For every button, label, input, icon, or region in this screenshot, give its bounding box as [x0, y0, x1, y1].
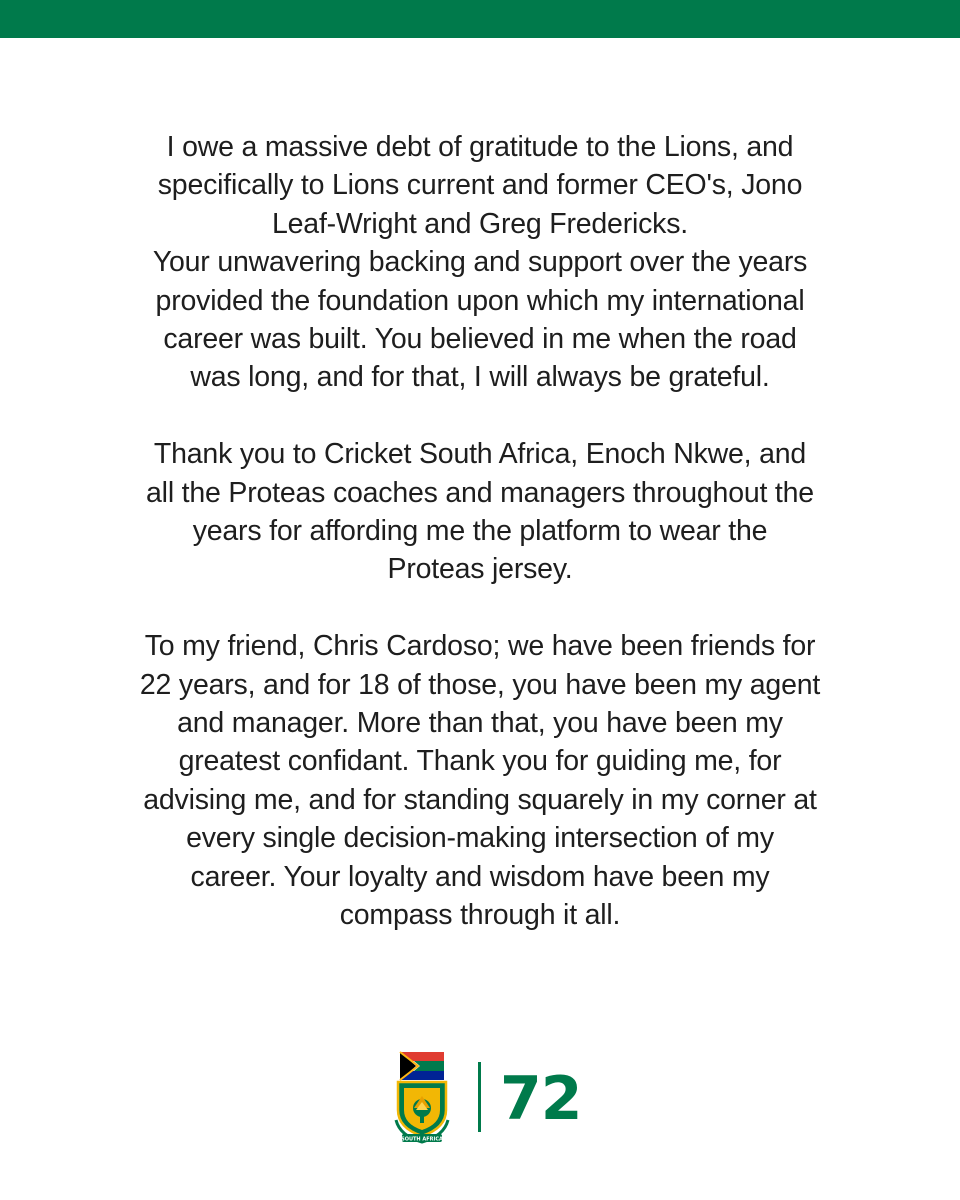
- text-line: provided the foundation upon which my international: [155, 284, 805, 317]
- text-line: Your unwavering backing and support over the years: [152, 246, 808, 279]
- text-line: all the Proteas coaches and managers throughout the: [146, 476, 814, 509]
- paragraph-agent: [90, 627, 870, 934]
- text-line: specifically to Lions current and former CEO's, Jono: [157, 169, 803, 202]
- letter-text: [90, 128, 870, 935]
- south-africa-cricket-crest-icon: [390, 1050, 454, 1146]
- text-line: career was built. You believed in me when the road: [163, 323, 797, 356]
- text-line: Thank you to Cricket South Africa, Enoch Nkwe, and: [153, 438, 807, 471]
- text-line: and manager. More than that, you have been my: [177, 707, 783, 740]
- footer-divider: [478, 1062, 481, 1132]
- footer-branding: [0, 1050, 960, 1150]
- top-accent-bar: [0, 0, 960, 38]
- text-line: To my friend, Chris Cardoso; we have been friends for: [144, 630, 816, 663]
- text-line: every single decision-making intersection of my: [186, 822, 774, 855]
- text-line: Proteas jersey.: [387, 553, 573, 586]
- cap-number: 72: [500, 1064, 582, 1134]
- text-line: compass through it all.: [339, 899, 621, 932]
- text-line: years for affording me the platform to wear the: [192, 515, 768, 548]
- text-line: I owe a massive debt of gratitude to the Lions, and: [166, 131, 794, 163]
- paragraph-lions: [90, 128, 870, 397]
- text-line: greatest confidant. Thank you for guiding me, for: [178, 745, 782, 778]
- text-line: career. Your loyalty and wisdom have been my: [190, 860, 770, 893]
- text-line: 22 years, and for 18 of those, you have been my agent: [139, 668, 821, 701]
- paragraph-csa: [90, 435, 870, 589]
- text-line: advising me, and for standing squarely in my corner at: [143, 783, 817, 816]
- text-line: Leaf-Wright and Greg Fredericks.: [272, 207, 688, 240]
- text-line: was long, and for that, I will always be grateful.: [190, 361, 770, 394]
- crest-banner-text: SOUTH AFRICA: [401, 1136, 443, 1143]
